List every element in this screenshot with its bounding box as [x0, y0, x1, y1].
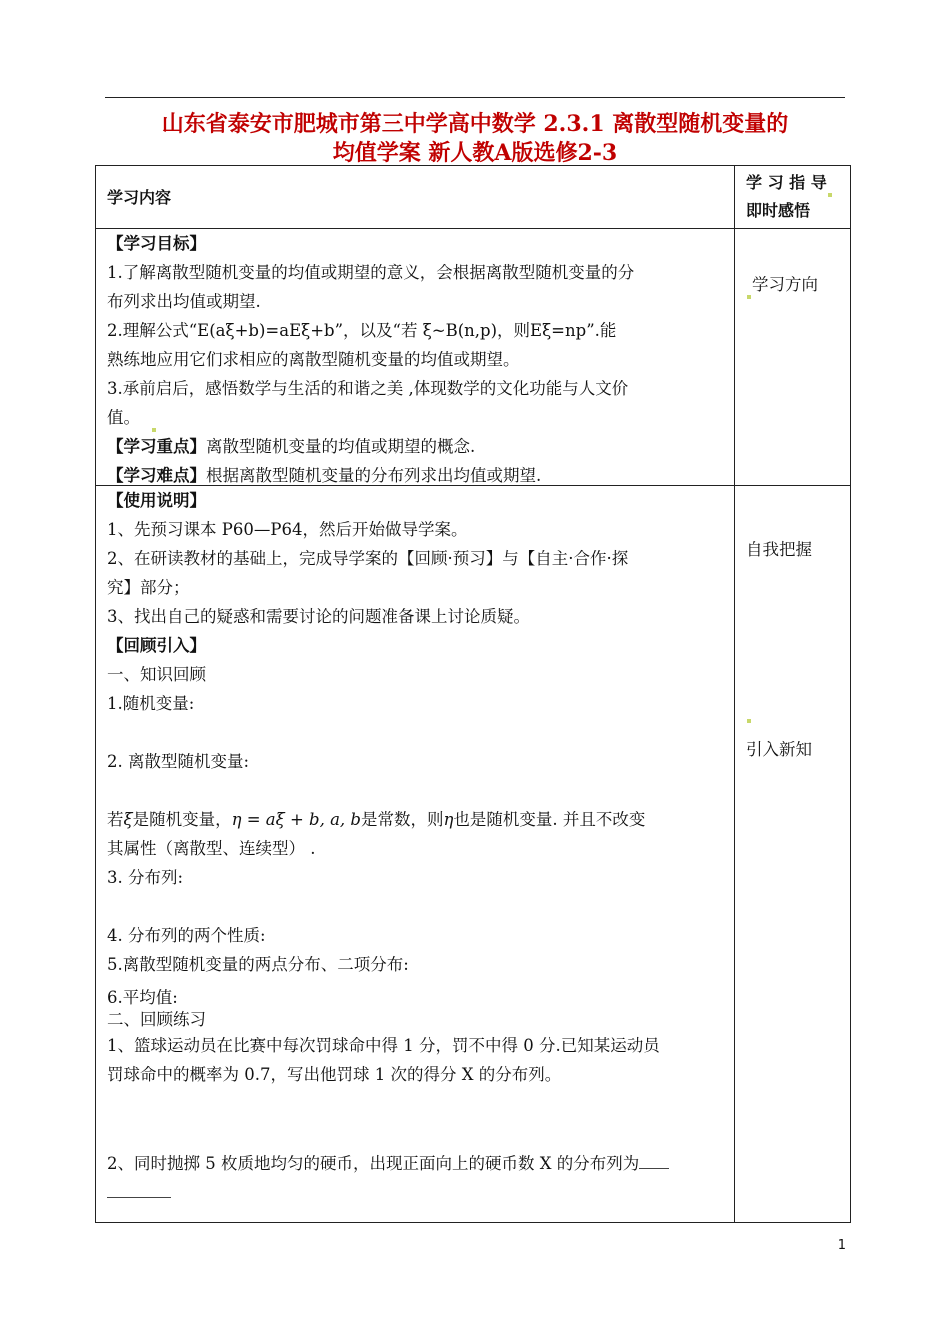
header-guidance: 学 习 指 导 即时感悟 [746, 169, 833, 225]
side-self-mastery: 自我把握 [746, 540, 812, 559]
review-paragraph-line2: 其属性（离散型、连续型） . [107, 839, 316, 858]
worksheet-table [95, 165, 851, 1223]
exercise-line: 罚球命中的概率为 0.7，写出他罚球 1 次的得分 X 的分布列。 [107, 1065, 562, 1084]
difficulty-line: 【学习难点】根据离散型随机变量的分布列求出均值或期望. [107, 466, 542, 485]
header-rule [105, 97, 845, 98]
answer-blank[interactable] [639, 1152, 669, 1169]
review-item: 6.平均值: [107, 988, 178, 1007]
section-review [107, 486, 727, 1207]
title-line-1: 山东省泰安市肥城市第三中学高中数学 2.3.1 离散型随机变量的 [161, 111, 789, 137]
column-divider [734, 166, 735, 1222]
usage-line: 究】部分； [107, 578, 190, 597]
review-subheading: 二、回顾练习 [107, 1010, 206, 1029]
review-item: 2. 离散型随机变量: [107, 752, 250, 771]
review-subheading: 一、知识回顾 [107, 665, 206, 684]
header-learning-content: 学习内容 [107, 188, 172, 207]
key-point-line: 【学习重点】离散型随机变量的均值或期望的概念. [107, 437, 476, 456]
objective-line: 值。 [107, 403, 727, 432]
objectives-heading: 【学习目标】 [107, 234, 206, 253]
review-paragraph: 若ξ是随机变量，η = aξ + b, a, b是常数，则η也是随机变量. 并且不改变 [107, 810, 646, 829]
review-item: 5.离散型随机变量的两点分布、二项分布: [107, 955, 409, 974]
review-item: 1.随机变量: [107, 694, 195, 713]
side-mark [746, 694, 752, 723]
exercise-line: 2、同时抛掷 5 枚质地均匀的硬币，出现正面向上的硬币数 X 的分布列为 [107, 1149, 727, 1178]
usage-line: 2、在研读教材的基础上，完成导学案的【回顾·预习】与【自主·合作·探 [107, 549, 629, 568]
objective-line: 1.了解离散型随机变量的均值或期望的意义，会根据离散型随机变量的分 [107, 263, 635, 282]
usage-heading: 【使用说明】 [107, 491, 206, 510]
title-line-2: 均值学案 新人教A版选修2-3 [332, 140, 618, 166]
review-heading: 【回顾引入】 [107, 636, 206, 655]
objective-line: 布列求出均值或期望. [107, 292, 261, 311]
review-item: 3. 分布列: [107, 868, 184, 887]
formula: η = aξ + b, a, b [231, 810, 361, 829]
mark-dot [828, 193, 832, 197]
exercise-line: 1、篮球运动员在比赛中每次罚球命中得 1 分，罚不中得 0 分.已知某运动员 [107, 1036, 660, 1055]
side-learning-direction: 学习方向 [746, 270, 818, 299]
page-number: 1 [837, 1238, 846, 1253]
objective-line: 3.承前启后，感悟数学与生活的和谐之美 ,体现数学的文化功能与人文价 [107, 379, 629, 398]
review-item: 4. 分布列的两个性质: [107, 926, 266, 945]
objective-line: 熟练地应用它们求相应的离散型随机变量的均值或期望。 [107, 350, 520, 369]
answer-blank-line[interactable] [107, 1178, 727, 1207]
objective-line: 2.理解公式“E(aξ+b)=aEξ+b”，以及“若 ξ~B(n,p)，则Eξ=np”.能 [107, 321, 617, 340]
usage-line: 3、找出自己的疑惑和需要讨论的问题准备课上讨论质疑。 [107, 607, 530, 626]
section-objectives [107, 229, 727, 490]
side-introduce-new: 引入新知 [746, 740, 812, 759]
page-title [95, 110, 855, 168]
usage-line: 1、先预习课本 P60—P64，然后开始做导学案。 [107, 520, 468, 539]
